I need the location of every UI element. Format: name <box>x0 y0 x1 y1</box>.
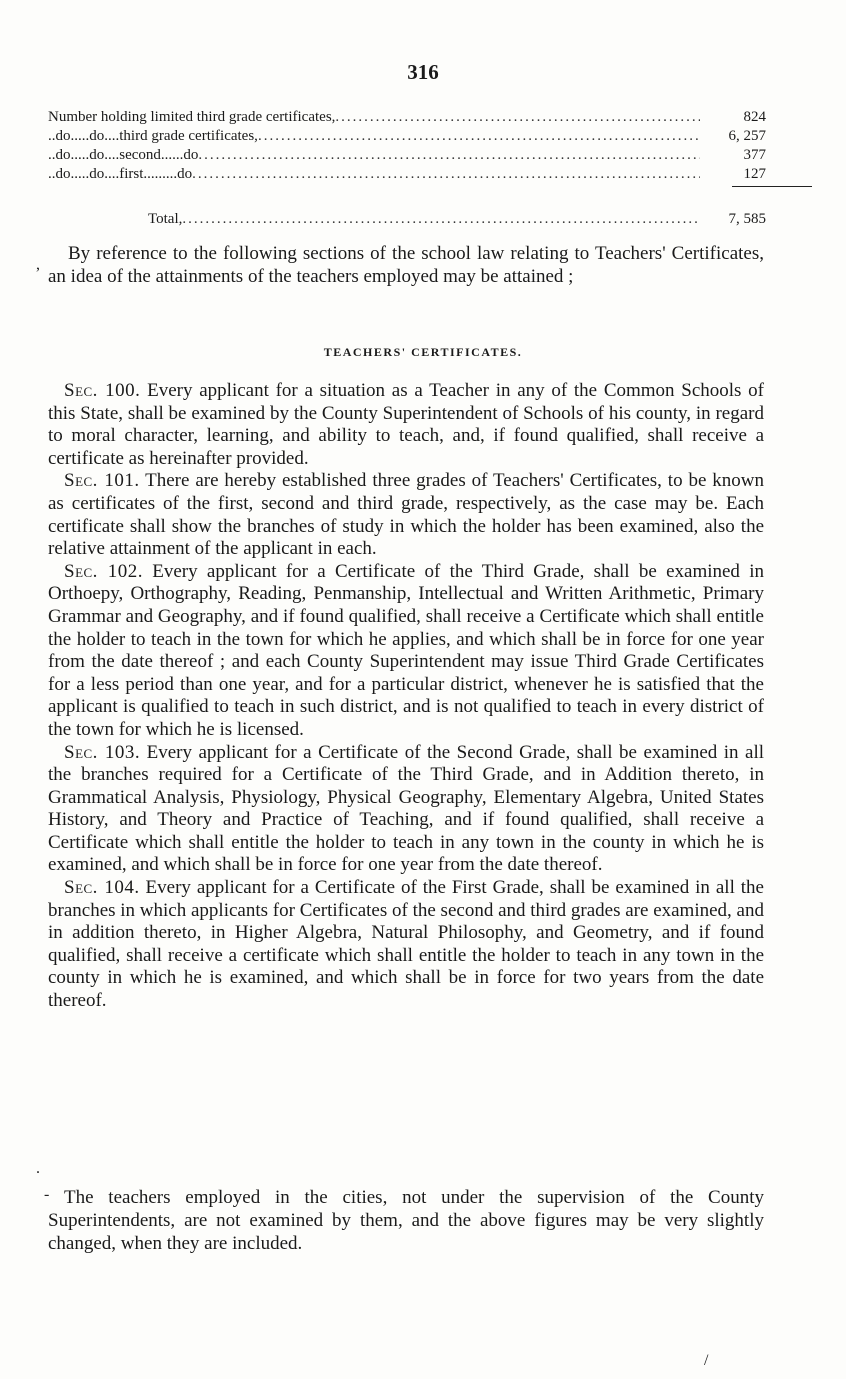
page-number: 316 <box>407 60 439 84</box>
section-number: Sec. 102. <box>64 560 143 582</box>
law-section <box>48 380 764 470</box>
stat-label: ..do.....do....second......do <box>48 147 199 163</box>
intro-paragraph: By reference to the following sections of the school law relating to Teachers' Certificates, an idea of the attainments of the teachers employed may be attained ; <box>48 243 764 287</box>
leader-dots <box>335 108 700 127</box>
stat-value: 377 <box>743 147 766 163</box>
section-number: Sec. 101. <box>64 470 140 492</box>
leader-dots <box>192 165 700 184</box>
stat-row <box>48 165 766 184</box>
section-number: Sec. 103. <box>64 741 141 763</box>
closing-paragraph: The teachers employed in the cities, not under the supervision of the County Superintendents, are not examined by them, and the above figures may be very slightly changed, when they are included. <box>48 1187 764 1254</box>
stat-row <box>48 127 766 146</box>
leader-dots <box>198 146 700 165</box>
stat-label: ..do.....do....first.........do <box>48 166 193 182</box>
section-number: Sec. 104. <box>64 877 140 899</box>
stat-label: Number holding limited third grade certificates, <box>48 109 336 125</box>
law-section <box>48 742 764 878</box>
ink-mark: / <box>704 1352 709 1369</box>
total-row <box>48 210 766 229</box>
section-heading: TEACHERS' CERTIFICATES. <box>323 345 523 359</box>
total-value: 7, 585 <box>728 211 766 227</box>
law-section <box>48 561 764 742</box>
section-text: Every applicant for a Certificate of the Third Grade, shall be examined in Orthoepy, Orthography, Reading, Penmanship, Intellectual and Written Arithmetic, Primary Grammar and Geography, and if found qualified, shall receive a Certificate which shall entitle the holder to teach in the town for which he applies, and which shall be in force for one year from the date thereof ; and each County Superintendent may issue Third Grade Certificates for a less period than one year, and for a particular district, whenever he is satisfied that the applicant is qualified to teach in such district, and is not qualified to teach in every district of the town for which he is licensed. <box>48 560 764 740</box>
total-label: Total, <box>148 211 183 227</box>
total-rule <box>732 186 812 187</box>
law-section <box>48 877 764 1013</box>
section-text: Every applicant for a Certificate of the Second Grade, shall be examined in all the branches required for a Certificate of the Third Grade, and in Addition thereto, in Grammatical Analysis, Physiology, Physical Geography, Elementary Algebra, United States History, and Theory and Practice of Teaching, and if found qualified, shall receive a Certificate which shall entitle the holder to teach in any town in the county in which he is examined, and which shall be in force for one year from the date thereof. <box>48 741 764 876</box>
ink-mark: . <box>36 1160 40 1177</box>
section-text: Every applicant for a Certificate of the First Grade, shall be examined in all the branches in which applicants for Certificates of the second and third grades are examined, and in addition thereto, in Higher Algebra, Natural Philosophy, and Geometry, and if found qualified, shall receive a certificate which shall entitle the holder to teach in any town in the county in which he is examined, and which shall be in force for two years from the date thereof. <box>48 877 764 1012</box>
stat-value: 824 <box>743 109 766 125</box>
section-number: Sec. 100. <box>64 380 141 401</box>
law-sections <box>48 380 764 1013</box>
stat-value: 127 <box>743 166 766 182</box>
section-text: There are hereby established three grades of Teachers' Certificates, to be known as certificates of the first, second and third grade, respectively, as the case may be. Each certificate shall show the branches of study in which the holder has been examined, also the relative attainment of the applicant in each. <box>48 470 764 560</box>
certificate-statistics <box>48 108 766 229</box>
stat-label: ..do.....do....third grade certificates, <box>48 128 258 144</box>
leader-dots <box>182 210 700 229</box>
ink-mark: , <box>36 256 40 273</box>
ink-mark: - <box>44 1186 50 1203</box>
stat-value: 6, 257 <box>728 128 766 144</box>
section-text: Every applicant for a situation as a Teacher in any of the Common Schools of this State, shall be examined by the County Superintendent of Schools of his county, in regard to moral character, learning, and ability to teach, and, if found qualified, shall receive a certificate as hereinafter provided. <box>48 380 764 469</box>
leader-dots <box>258 127 700 146</box>
law-section <box>48 470 764 560</box>
stat-row <box>48 146 766 165</box>
stat-row <box>48 108 766 127</box>
